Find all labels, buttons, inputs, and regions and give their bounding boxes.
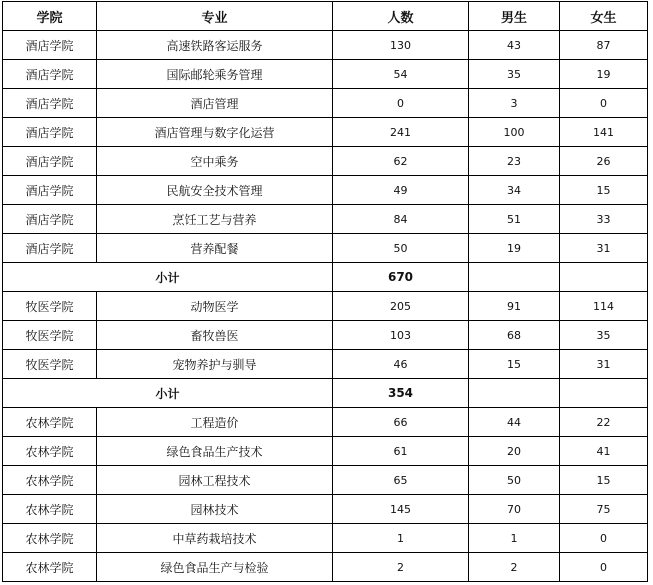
female-cell: 87	[560, 31, 648, 60]
male-cell: 43	[469, 31, 560, 60]
male-cell: 34	[469, 176, 560, 205]
male-cell: 100	[469, 118, 560, 147]
table-row	[3, 147, 648, 176]
subtotal-value: 670	[333, 263, 469, 292]
female-cell: 19	[560, 60, 648, 89]
college-cell: 牧医学院	[3, 350, 97, 379]
major-cell: 高速铁路客运服务	[97, 31, 333, 60]
subtotal-label: 小计	[3, 263, 333, 292]
female-cell: 141	[560, 118, 648, 147]
count-cell: 84	[333, 205, 469, 234]
table-row	[3, 60, 648, 89]
male-cell: 68	[469, 321, 560, 350]
header-major: 专业	[97, 2, 333, 31]
female-cell: 15	[560, 176, 648, 205]
empty-cell	[469, 263, 560, 292]
table-row	[3, 321, 648, 350]
female-cell: 26	[560, 147, 648, 176]
major-cell: 绿色食品生产与检验	[97, 553, 333, 582]
college-cell: 酒店学院	[3, 89, 97, 118]
count-cell: 241	[333, 118, 469, 147]
count-cell: 130	[333, 31, 469, 60]
header-row	[3, 2, 648, 31]
female-cell: 0	[560, 553, 648, 582]
major-cell: 畜牧兽医	[97, 321, 333, 350]
table-row	[3, 466, 648, 495]
count-cell: 103	[333, 321, 469, 350]
female-cell: 22	[560, 408, 648, 437]
table-row	[3, 437, 648, 466]
count-cell: 49	[333, 176, 469, 205]
count-cell: 54	[333, 60, 469, 89]
table-row	[3, 292, 648, 321]
college-cell: 酒店学院	[3, 60, 97, 89]
college-cell: 酒店学院	[3, 147, 97, 176]
college-cell: 酒店学院	[3, 118, 97, 147]
college-cell: 酒店学院	[3, 234, 97, 263]
major-cell: 营养配餐	[97, 234, 333, 263]
subtotal-label: 小计	[3, 379, 333, 408]
male-cell: 44	[469, 408, 560, 437]
college-cell: 农林学院	[3, 553, 97, 582]
count-cell: 65	[333, 466, 469, 495]
table-row	[3, 234, 648, 263]
major-cell: 酒店管理	[97, 89, 333, 118]
female-cell: 35	[560, 321, 648, 350]
female-cell: 31	[560, 350, 648, 379]
table-row	[3, 408, 648, 437]
table-row	[3, 176, 648, 205]
college-cell: 酒店学院	[3, 176, 97, 205]
male-cell: 70	[469, 495, 560, 524]
major-cell: 绿色食品生产技术	[97, 437, 333, 466]
major-cell: 国际邮轮乘务管理	[97, 60, 333, 89]
major-cell: 酒店管理与数字化运营	[97, 118, 333, 147]
college-cell: 牧医学院	[3, 321, 97, 350]
male-cell: 91	[469, 292, 560, 321]
table-row	[3, 524, 648, 553]
count-cell: 46	[333, 350, 469, 379]
male-cell: 20	[469, 437, 560, 466]
college-cell: 农林学院	[3, 408, 97, 437]
major-cell: 民航安全技术管理	[97, 176, 333, 205]
table-body	[3, 31, 648, 582]
header-male: 男生	[469, 2, 560, 31]
male-cell: 23	[469, 147, 560, 176]
major-cell: 烹饪工艺与营养	[97, 205, 333, 234]
female-cell: 41	[560, 437, 648, 466]
header-female: 女生	[560, 2, 648, 31]
table-row	[3, 31, 648, 60]
college-cell: 酒店学院	[3, 205, 97, 234]
female-cell: 0	[560, 89, 648, 118]
count-cell: 50	[333, 234, 469, 263]
table-row	[3, 495, 648, 524]
male-cell: 3	[469, 89, 560, 118]
major-cell: 宠物养护与驯导	[97, 350, 333, 379]
major-cell: 园林技术	[97, 495, 333, 524]
subtotal-row	[3, 263, 648, 292]
count-cell: 1	[333, 524, 469, 553]
count-cell: 2	[333, 553, 469, 582]
major-cell: 园林工程技术	[97, 466, 333, 495]
empty-cell	[560, 379, 648, 408]
major-cell: 空中乘务	[97, 147, 333, 176]
male-cell: 51	[469, 205, 560, 234]
count-cell: 66	[333, 408, 469, 437]
count-cell: 62	[333, 147, 469, 176]
college-cell: 农林学院	[3, 495, 97, 524]
male-cell: 1	[469, 524, 560, 553]
college-cell: 牧医学院	[3, 292, 97, 321]
header-college: 学院	[3, 2, 97, 31]
male-cell: 50	[469, 466, 560, 495]
table-row	[3, 205, 648, 234]
major-cell: 动物医学	[97, 292, 333, 321]
table-row	[3, 553, 648, 582]
male-cell: 35	[469, 60, 560, 89]
header-count: 人数	[333, 2, 469, 31]
empty-cell	[469, 379, 560, 408]
enrollment-table	[2, 1, 648, 582]
empty-cell	[560, 263, 648, 292]
subtotal-row	[3, 379, 648, 408]
male-cell: 19	[469, 234, 560, 263]
college-cell: 酒店学院	[3, 31, 97, 60]
major-cell: 工程造价	[97, 408, 333, 437]
count-cell: 205	[333, 292, 469, 321]
college-cell: 农林学院	[3, 466, 97, 495]
female-cell: 15	[560, 466, 648, 495]
table-row	[3, 118, 648, 147]
count-cell: 0	[333, 89, 469, 118]
college-cell: 农林学院	[3, 437, 97, 466]
major-cell: 中草药栽培技术	[97, 524, 333, 553]
subtotal-value: 354	[333, 379, 469, 408]
table-row	[3, 89, 648, 118]
table-row	[3, 350, 648, 379]
female-cell: 31	[560, 234, 648, 263]
female-cell: 0	[560, 524, 648, 553]
college-cell: 农林学院	[3, 524, 97, 553]
female-cell: 75	[560, 495, 648, 524]
female-cell: 33	[560, 205, 648, 234]
count-cell: 61	[333, 437, 469, 466]
female-cell: 114	[560, 292, 648, 321]
male-cell: 2	[469, 553, 560, 582]
male-cell: 15	[469, 350, 560, 379]
count-cell: 145	[333, 495, 469, 524]
